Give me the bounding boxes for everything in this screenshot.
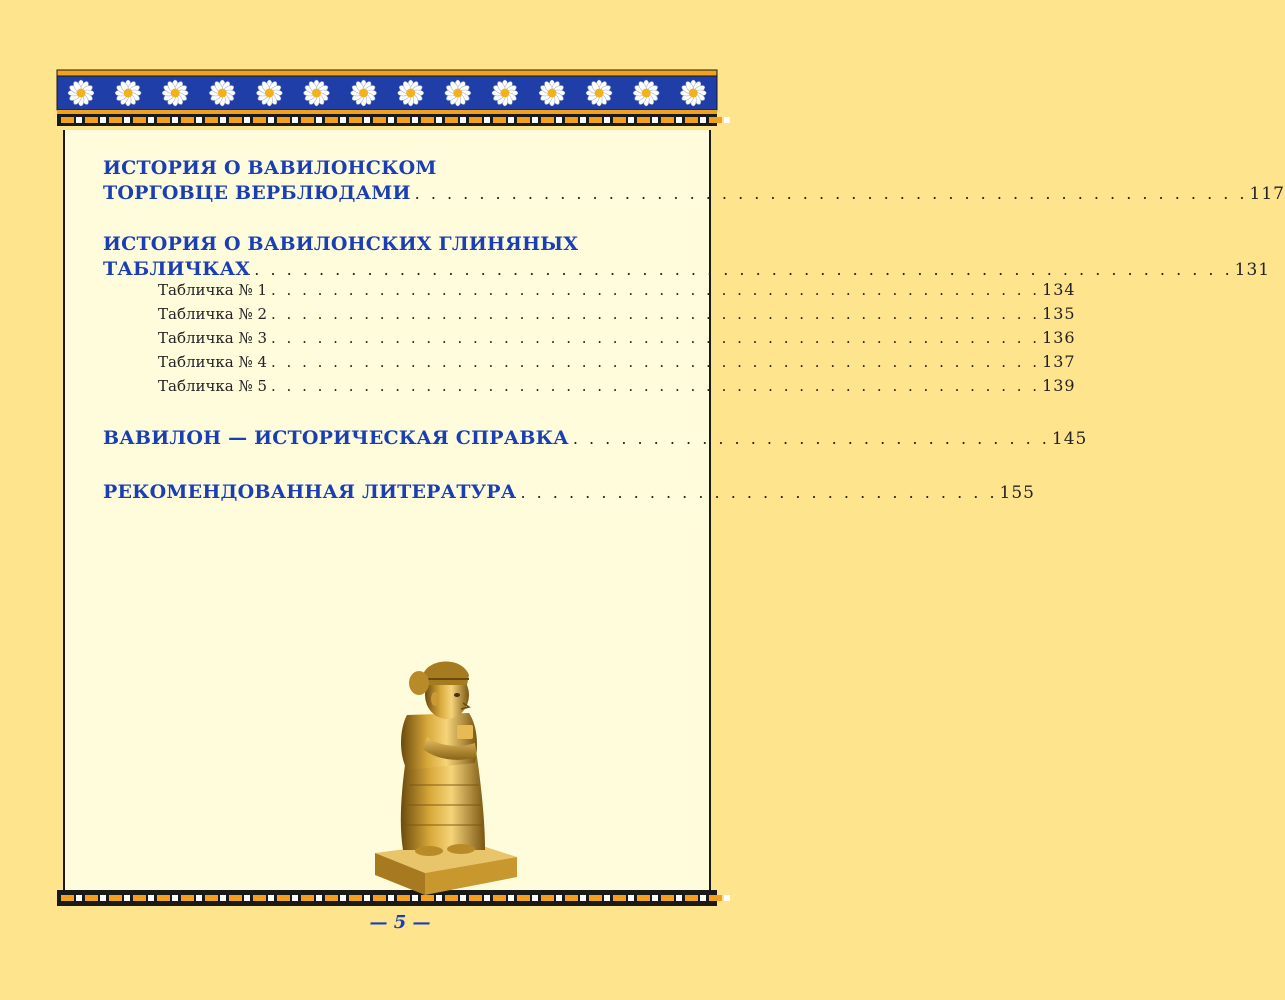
border-dash	[661, 895, 674, 901]
toc-subitem-tablet-4[interactable]	[158, 352, 1076, 374]
border-dash	[604, 895, 610, 901]
border-dash	[109, 117, 122, 123]
border-dash	[76, 117, 82, 123]
border-dash	[301, 895, 314, 901]
border-dash	[556, 895, 562, 901]
toc-subitem-tablet-3[interactable]	[158, 328, 1076, 350]
border-dash	[613, 117, 626, 123]
border-dash	[172, 117, 178, 123]
border-dash	[268, 117, 274, 123]
border-dash	[253, 895, 266, 901]
border-dash	[580, 117, 586, 123]
toc-subitem-label: Табличка № 1	[158, 281, 268, 299]
border-dash	[253, 117, 266, 123]
border-dash	[532, 117, 538, 123]
border-dash	[85, 895, 98, 901]
dot-leader: . . . . . . . . . . . . . . . . . . . . . . . . . . . . . . . . . . . . . . . . . . . . . . . . . .	[271, 329, 1041, 347]
border-dash	[292, 895, 298, 901]
toc-entry-title: РЕКОМЕНДОВАННАЯ ЛИТЕРАТУРА	[103, 481, 517, 503]
border-dash	[124, 117, 130, 123]
toc-subitem-tablet-1[interactable]	[158, 280, 1076, 302]
border-dash	[157, 895, 170, 901]
border-dash	[76, 895, 82, 901]
toc-page-number: 135	[1042, 304, 1076, 323]
border-dash	[460, 117, 466, 123]
border-dash	[100, 895, 106, 901]
border-dash	[148, 895, 154, 901]
border-dash	[541, 117, 554, 123]
border-dash	[436, 117, 442, 123]
toc-entry-title: ВАВИЛОН — ИСТОРИЧЕСКАЯ СПРАВКА	[103, 427, 569, 449]
border-dash	[700, 895, 706, 901]
border-dash	[652, 895, 658, 901]
border-dash	[85, 117, 98, 123]
border-dash	[628, 895, 634, 901]
dot-leader: . . . . . . . . . . . . . . . . . . . . . . . . . . . . . .	[520, 483, 998, 502]
toc-entry-camel-trader[interactable]	[103, 156, 1285, 206]
border-dash	[700, 117, 706, 123]
border-dash	[724, 117, 730, 123]
border-dash	[316, 895, 322, 901]
border-dash	[181, 895, 194, 901]
border-dash	[301, 117, 314, 123]
border-dash	[196, 117, 202, 123]
border-dash	[196, 895, 202, 901]
dot-leader: . . . . . . . . . . . . . . . . . . . . . . . . . . . . . . . . . . . . . . . . . . . . . . . . . . . . . . . . . . . . .	[254, 260, 1233, 279]
border-dash	[277, 117, 290, 123]
border-dash	[109, 895, 122, 901]
page-number: — 5 —	[369, 912, 431, 933]
border-dash	[244, 117, 250, 123]
border-dash	[589, 895, 602, 901]
border-dash	[325, 895, 338, 901]
border-dash	[325, 117, 338, 123]
toc-subitem-label: Табличка № 4	[158, 353, 268, 371]
border-dash	[205, 895, 218, 901]
border-dash	[340, 895, 346, 901]
toc-page-number: 137	[1042, 352, 1076, 371]
border-dash	[421, 117, 434, 123]
border-dash	[637, 117, 650, 123]
border-dash	[148, 117, 154, 123]
border-dash	[661, 117, 674, 123]
border-dash	[172, 895, 178, 901]
border-dash	[205, 117, 218, 123]
border-dash	[229, 117, 242, 123]
toc-entry-title-line1: ИСТОРИЯ О ВАВИЛОНСКИХ ГЛИНЯНЫХ	[103, 233, 579, 255]
border-dash	[181, 117, 194, 123]
border-dash	[157, 117, 170, 123]
dot-leader: . . . . . . . . . . . . . . . . . . . . . . . . . . . . . . . . . . . . . . . . . . . . . . . . . .	[271, 281, 1041, 299]
border-dash	[397, 117, 410, 123]
border-dash	[484, 117, 490, 123]
border-dash	[133, 117, 146, 123]
border-dash	[589, 117, 602, 123]
border-dash	[517, 117, 530, 123]
border-dash	[676, 895, 682, 901]
border-dash	[685, 117, 698, 123]
border-dash	[133, 895, 146, 901]
border-dash	[268, 895, 274, 901]
toc-subitem-tablet-5[interactable]	[158, 376, 1076, 398]
border-dash	[445, 117, 458, 123]
ornamental-top-border	[57, 70, 717, 130]
border-dash	[277, 895, 290, 901]
border-dash	[709, 895, 722, 901]
border-dash	[604, 117, 610, 123]
border-dash	[229, 895, 242, 901]
border-dash	[493, 117, 506, 123]
border-dash	[469, 117, 482, 123]
border-dash	[220, 117, 226, 123]
border-dash	[316, 117, 322, 123]
border-dash	[676, 117, 682, 123]
border-dash	[124, 895, 130, 901]
border-dash	[244, 895, 250, 901]
border-dash	[388, 117, 394, 123]
dot-leader: . . . . . . . . . . . . . . . . . . . . . . . . . . . . . . . . . . . . . . . . . . . . . . . . . . . .	[414, 184, 1248, 203]
toc-page-number: 145	[1051, 429, 1088, 449]
border-dash	[565, 895, 578, 901]
toc-subitem-label: Табличка № 3	[158, 329, 268, 347]
page-frame	[57, 70, 1285, 908]
border-dash	[340, 117, 346, 123]
toc-page-number: 117	[1249, 184, 1285, 204]
border-dash	[556, 117, 562, 123]
border-dash	[613, 895, 626, 901]
border-dash	[508, 117, 514, 123]
dot-leader: . . . . . . . . . . . . . . . . . . . . . . . . . . . . . .	[572, 429, 1050, 448]
toc-page-number: 136	[1042, 328, 1076, 347]
border-dash	[685, 895, 698, 901]
toc-entry-title-line1: ИСТОРИЯ О ВАВИЛОНСКОМ	[103, 157, 437, 179]
toc-page-number: 139	[1042, 376, 1076, 395]
border-dash	[541, 895, 554, 901]
border-dash	[724, 895, 730, 901]
toc-subitem-tablet-2[interactable]	[158, 304, 1076, 326]
border-dash	[652, 117, 658, 123]
toc-subitem-label: Табличка № 2	[158, 305, 268, 323]
dot-leader: . . . . . . . . . . . . . . . . . . . . . . . . . . . . . . . . . . . . . . . . . . . . . . . . . .	[271, 305, 1041, 323]
border-dash	[349, 117, 362, 123]
border-dash	[220, 895, 226, 901]
border-dash	[637, 895, 650, 901]
border-dash	[709, 117, 722, 123]
toc-page-number: 134	[1042, 280, 1076, 299]
border-dash	[373, 117, 386, 123]
border-dash	[532, 895, 538, 901]
border-dash	[292, 117, 298, 123]
dot-leader: . . . . . . . . . . . . . . . . . . . . . . . . . . . . . . . . . . . . . . . . . . . . . . . . . .	[271, 377, 1041, 395]
border-dash	[565, 117, 578, 123]
toc-page-number: 155	[999, 483, 1035, 503]
border-dash	[580, 895, 586, 901]
toc-entry-babylon-history[interactable]	[103, 426, 1088, 451]
border-dash	[412, 117, 418, 123]
toc-entry-recommended-literature[interactable]	[103, 480, 1035, 505]
border-dash	[100, 117, 106, 123]
golden-statue-illustration	[357, 645, 527, 900]
toc-entry-title-line2: ТОРГОВЦЕ ВЕРБЛЮДАМИ	[103, 182, 411, 204]
toc-page-number: 131	[1234, 260, 1271, 280]
border-dash	[61, 895, 74, 901]
toc-entry-clay-tablets[interactable]	[103, 232, 1271, 282]
border-dash	[364, 117, 370, 123]
border-dash	[61, 117, 74, 123]
toc-entry-title-line2: ТАБЛИЧКАХ	[103, 258, 251, 280]
toc-subitem-label: Табличка № 5	[158, 377, 268, 395]
dot-leader: . . . . . . . . . . . . . . . . . . . . . . . . . . . . . . . . . . . . . . . . . . . . . . . . . .	[271, 353, 1041, 371]
border-dash	[628, 117, 634, 123]
